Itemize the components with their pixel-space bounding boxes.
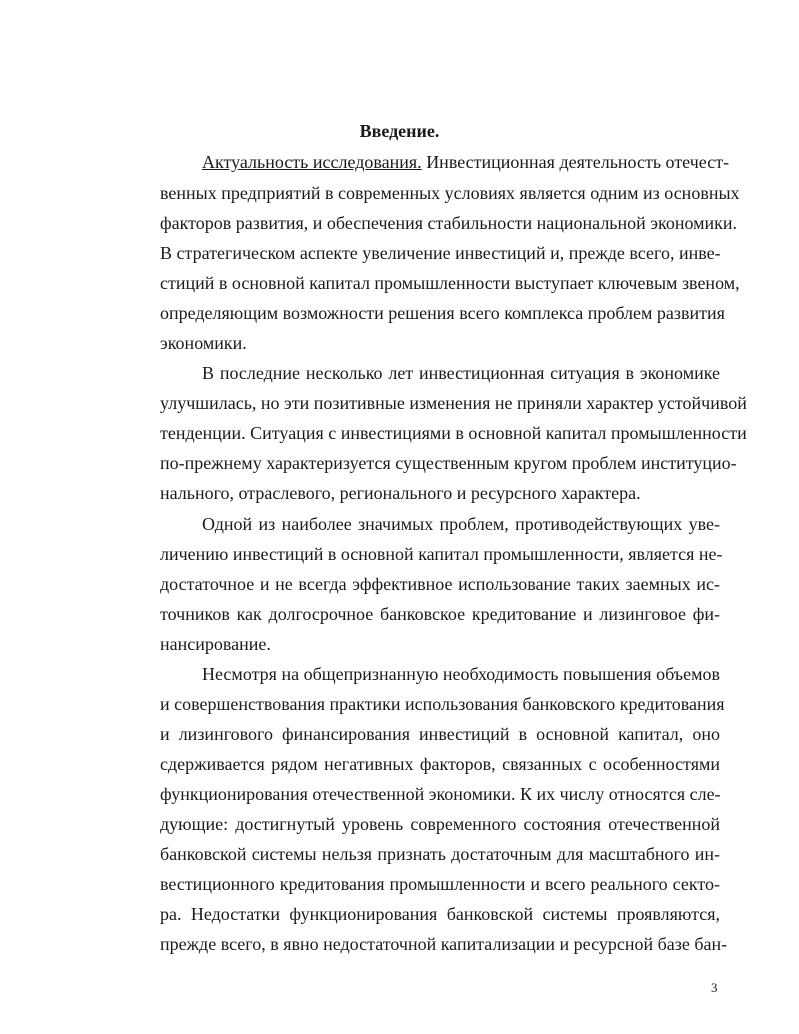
topic-relevance-label: Актуальность исследования. <box>202 152 422 172</box>
paragraph-1-line-4: В стратегическом аспекте увеличение инвестиций и, прежде всего, инве- <box>160 243 721 263</box>
paragraph-4-line-1: Несмотря на общепризнанную необходимость повышения объемов <box>202 664 720 684</box>
paragraph-4-line-10: прежде всего, в явно недостаточной капитализации и ресурсной базе бан- <box>160 934 728 954</box>
paragraph-2-line-5: нального, отраслевого, регионального и ресурсного характера. <box>160 483 641 503</box>
paragraph-4-line-9: ра. Недостатки функционирования банковской системы проявляются, <box>160 904 720 924</box>
paragraph-3-line-1: Одной из наиболее значимых проблем, противодействующих уве- <box>202 514 720 534</box>
page-number: 3 <box>711 980 718 995</box>
paragraph-3-line-3: достаточное и не всегда эффективное использование таких заемных ис- <box>160 574 720 594</box>
paragraph-1-line-5: стиций в основной капитал промышленности выступает ключевым звеном, <box>160 273 740 293</box>
page-title: Введение. <box>359 121 440 141</box>
paragraph-2-line-3: тенденции. Ситуация с инвестициями в основной капитал промышленности <box>160 423 747 443</box>
paragraph-4-line-8: вестиционного кредитования промышленности и всего реального секто- <box>160 874 720 894</box>
paragraph-4-line-3: и лизингового финансирования инвестиций в основной капитал, оно <box>160 724 720 744</box>
paragraph-4-line-5: функционирования отечественной экономики. К их числу относятся сле- <box>160 784 721 804</box>
paragraph-1-line-6: определяющим возможности решения всего комплекса проблем развития <box>160 303 725 323</box>
paragraph-3-line-4: точников как долгосрочное банковское кредитование и лизинговое фи- <box>160 604 720 624</box>
paragraph-3-line-5: нансирование. <box>160 634 271 654</box>
paragraph-2-line-1: В последние несколько лет инвестиционная ситуация в экономике <box>202 363 720 383</box>
paragraph-2-line-2: улучшилась, но эти позитивные изменения не приняли характер устойчивой <box>160 393 747 413</box>
paragraph-4-line-7: банковской системы нельзя признать достаточным для масштабного ин- <box>160 844 720 864</box>
paragraph-1-line-3: факторов развития, и обеспечения стабильности национальной экономики. <box>160 213 738 233</box>
paragraph-1-line-7: экономики. <box>160 333 247 353</box>
paragraph-1-line-2: венных предприятий в современных условиях является одним из основных <box>160 183 740 203</box>
paragraph-4-line-2: и совершенствования практики использования банковского кредитования <box>160 694 725 714</box>
paragraph-4-line-4: сдерживается рядом негативных факторов, связанных с особенностями <box>160 754 720 774</box>
paragraph-3-line-2: личению инвестиций в основной капитал промышленности, является не- <box>160 544 723 564</box>
paragraph-2-line-4: по-прежнему характеризуется существенным кругом проблем институцио- <box>160 453 737 473</box>
paragraph-1-line-1-rest: Инвестиционная деятельность отечест- <box>421 152 730 172</box>
paragraph-1-line-1 <box>202 152 730 172</box>
paragraph-4-line-6: дующие: достигнутый уровень современного состояния отечественной <box>160 814 720 834</box>
